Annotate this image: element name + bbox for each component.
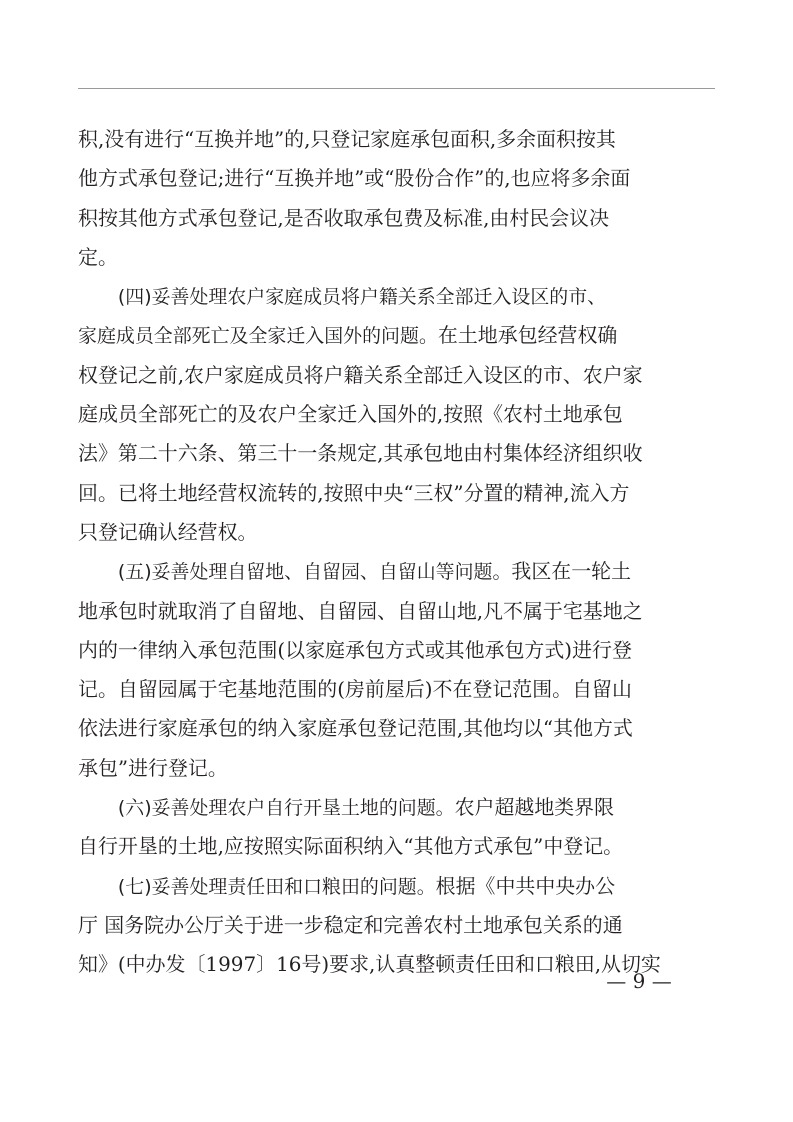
section-heading: (四)妥善处理农户家庭成员将户籍关系全部迁入设区的市、 <box>117 286 607 309</box>
header-rule <box>78 88 715 89</box>
text-run: 法》第二十六条、第三十一条规定,其承包地由村集体经济组织收 <box>78 441 643 466</box>
text-run: 承包”进行登记。 <box>78 755 228 780</box>
section-heading: (七)妥善处理责任田和口粮田的问题。 <box>117 875 436 898</box>
text-run: 只登记确认经营权。 <box>78 519 258 544</box>
document-body <box>78 120 718 985</box>
text-line <box>78 474 716 513</box>
text-run: 权登记之前,农户家庭成员将户籍关系全部迁入设区的市、农户家 <box>78 362 643 387</box>
text-line <box>78 356 716 395</box>
text-line <box>78 316 716 355</box>
text-run: 内的一律纳入承包范围(以家庭承包方式或其他承包方式)进行登 <box>78 637 632 662</box>
text-run: 地承包时就取消了自留地、自留园、自留山地,凡不属于宅基地之 <box>78 598 643 623</box>
text-line <box>78 199 716 238</box>
text-line <box>78 395 716 434</box>
text-run: 依法进行家庭承包的纳入家庭承包登记范围,其他均以“其他方式 <box>78 716 633 741</box>
text-line <box>78 631 716 670</box>
text-line <box>78 434 716 473</box>
text-run: 积,没有进行“互换并地”的,只登记家庭承包面积,多余面积按其 <box>78 127 616 151</box>
text-run: 厅 国务院办公厅关于进一步稳定和完善农村土地承包关系的通 <box>78 912 623 937</box>
text-line <box>78 906 716 945</box>
text-run: 农户超越地类界限 <box>454 795 615 820</box>
text-run: 庭成员全部死亡的及农户全家迁入国外的,按照《农村土地承包 <box>78 402 623 427</box>
text-run: 定。 <box>78 244 118 269</box>
text-line <box>78 827 716 866</box>
paragraph <box>78 120 718 277</box>
text-run: 我区在一轮土 <box>511 559 631 584</box>
text-line <box>78 749 716 788</box>
text-line <box>78 277 716 316</box>
text-line <box>78 670 716 709</box>
text-line <box>78 513 716 552</box>
text-line <box>78 867 716 906</box>
text-line <box>78 709 716 748</box>
text-run: 积按其他方式承包登记,是否收取承包费及标准,由村民会议决 <box>78 205 610 230</box>
text-line <box>78 238 716 277</box>
text-line <box>78 592 716 631</box>
text-line <box>78 159 716 198</box>
paragraph <box>78 552 718 788</box>
text-line <box>78 788 716 827</box>
text-run: 自行开垦的土地,应按照实际面积纳入“其他方式承包”中登记。 <box>78 834 624 859</box>
section-heading: (六)妥善处理农户自行开垦土地的问题。 <box>117 797 455 820</box>
text-run: 在土地承包经营权确 <box>437 323 618 348</box>
text-run: 知》(中办发〔1997〕16号)要求,认真整顿责任田和口粮田,从切实 <box>78 952 661 977</box>
text-run: 他方式承包登记;进行“互换并地”或“股份合作”的,也应将多余面 <box>78 166 631 191</box>
paragraph <box>78 788 718 867</box>
section-heading: 家庭成员全部死亡及全家迁入国外的问题。 <box>78 325 438 348</box>
text-line <box>78 120 716 159</box>
text-run: 根据《中共中央办公 <box>435 873 616 898</box>
section-heading: (五)妥善处理自留地、自留园、自留山等问题。 <box>117 561 512 584</box>
text-run: 回。已将土地经营权流转的,按照中央“三权”分置的精神,流入方 <box>78 480 630 505</box>
paragraph <box>78 277 718 552</box>
page-number: — 9 — <box>606 969 672 993</box>
text-line <box>78 552 716 591</box>
text-run: 记。自留园属于宅基地范围的(房前屋后)不在登记范围。自留山 <box>78 677 632 702</box>
